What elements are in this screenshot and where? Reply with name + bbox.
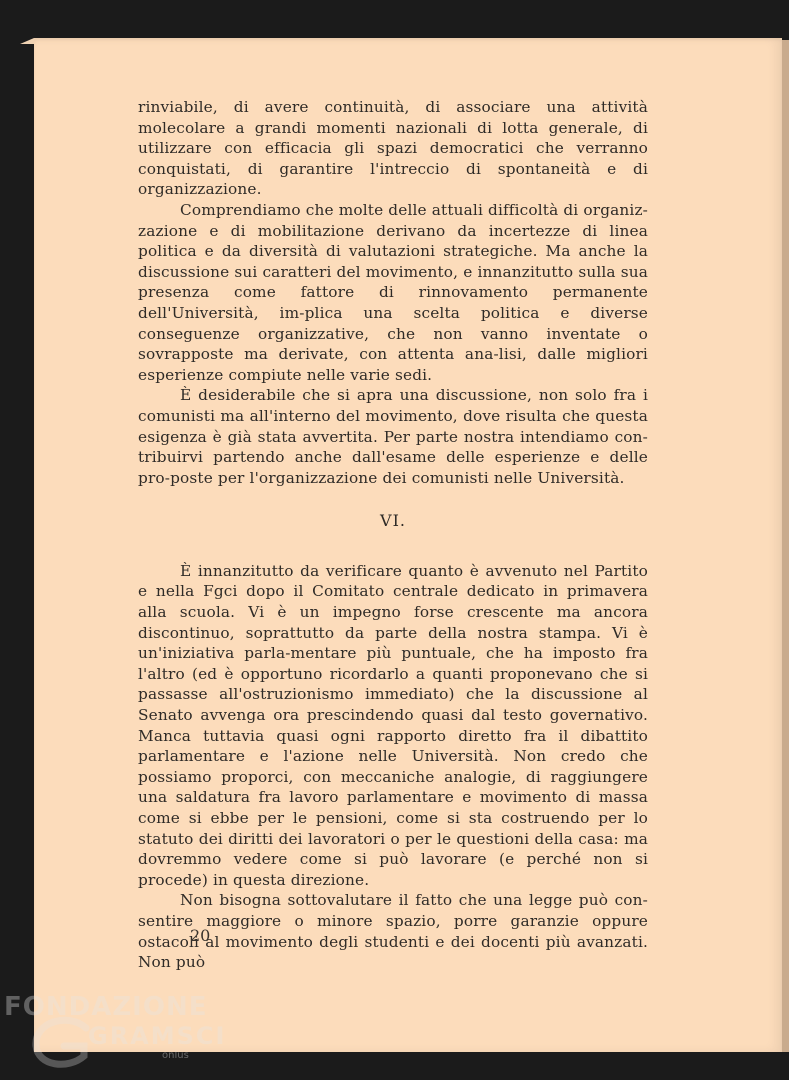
watermark-suffix: onlus [162,1050,189,1061]
paragraph [138,97,648,200]
paragraphs-before-section [138,97,648,488]
text-line: esigenza è già stata avvertita. Per parte nostra intendiamo con- [138,427,648,446]
text-line: casa: ma dovremmo vedere come si può lavorare (e perché non [138,829,649,869]
text-line: diretto fra il dibattito parlamentare e l'azione nelle Università. [138,726,648,766]
text-line: mentare più puntuale, che ha imposto fra l'altro (ed è opportuno [138,644,648,683]
text-line: scuola. Vi è un impegno forse crescente ma ancora discontinuo, [138,603,648,642]
text-line: a grandi momenti nazionali di lotta generale, di utilizzare con [138,118,648,158]
text-line: efficacia gli spazi democratici che verranno conquistati, di garantire [138,139,648,178]
text-line: quasi dal testo governativo. Manca tuttavia quasi ogni rapporto [138,706,649,745]
text-line: di massa come si ebbe per le pensioni, come si sta costruendo [138,788,648,827]
paragraph [138,561,648,891]
paragraph [138,200,648,385]
text-line: immediato) che la discussione al Senato avvenga ora prescindendo [138,685,648,725]
text-line: poste per l'organizzazione dei comunisti nelle Università. [170,468,625,487]
page-number: 20 [190,926,211,945]
text-line: zazione e di mobilitazione derivano da incertezze di linea politica [138,221,648,261]
text-line: non vanno inventate o sovrapposte ma derivate, con attenta ana- [138,324,649,364]
body-text [138,97,648,973]
text-line: nella Fgci dopo il Comitato centrale dedicato in primavera alla [138,582,649,622]
text-line: sui caratteri del movimento, e innanzitutto sulla sua presenza [138,262,649,302]
watermark-line2: GRAMSCI [88,1022,227,1050]
text-line: È innanzitutto da verificare quanto è avvenuto nel Partito e [138,561,648,601]
page-edge [781,40,789,1052]
text-line: sentire maggiore o minore spazio, porre garanzie oppure ostacoli [138,911,648,951]
text-line: plica una scelta politica e diverse conseguenze organizzative, che [138,303,648,343]
text-line: È desiderabile che si apra una discussione, non solo fra i [180,386,648,405]
text-line: lisi, dalle migliori esperienze compiute nelle varie sedi. [138,345,648,384]
text-line: si procede) in questa direzione. [138,850,648,889]
text-line: raggiungere una saldatura fra lavoro parlamentare e movimento [138,767,648,807]
text-line: e da diversità di valutazioni strategiche. Ma anche la discussione [138,242,649,281]
text-line: Comprendiamo che molte delle attuali difficoltà di organiz- [180,200,648,219]
text-line: ricordarlo a quanti proponevano che si passasse all'ostruzionismo [138,664,648,704]
text-line: comunisti ma all'interno del movimento, dove risulta che questa [138,406,648,425]
text-line: l'intreccio di spontaneità e di organizzazione. [138,159,648,199]
text-line: tribuirvi partendo anche dall'esame delle esperienze e delle pro- [138,448,648,487]
paragraph [138,890,648,972]
text-line: soprattutto da parte della nostra stampa. Vi è un'iniziativa parla- [138,623,648,663]
page-corner-fold [20,38,34,44]
watermark-line1: FONDAZIONE [4,992,208,1022]
text-line: Non bisogna sottovalutare il fatto che una legge può con- [180,891,648,910]
text-line: al movimento degli studenti e dei docenti più avanzati. Non può [138,932,649,972]
paragraphs-after-section [138,561,648,973]
text-line: come fattore di rinnovamento permanente dell'Università, im- [138,283,648,322]
text-line: per lo statuto dei diritti dei lavoratori o per le questioni della [138,809,648,848]
paragraph [138,385,648,488]
text-line: Non credo che possiamo proporci, con meccaniche analogie, di [138,747,649,786]
section-heading: VI. [380,511,406,531]
text-line: rinviabile, di avere continuità, di associare una attività molecolare [138,98,648,137]
